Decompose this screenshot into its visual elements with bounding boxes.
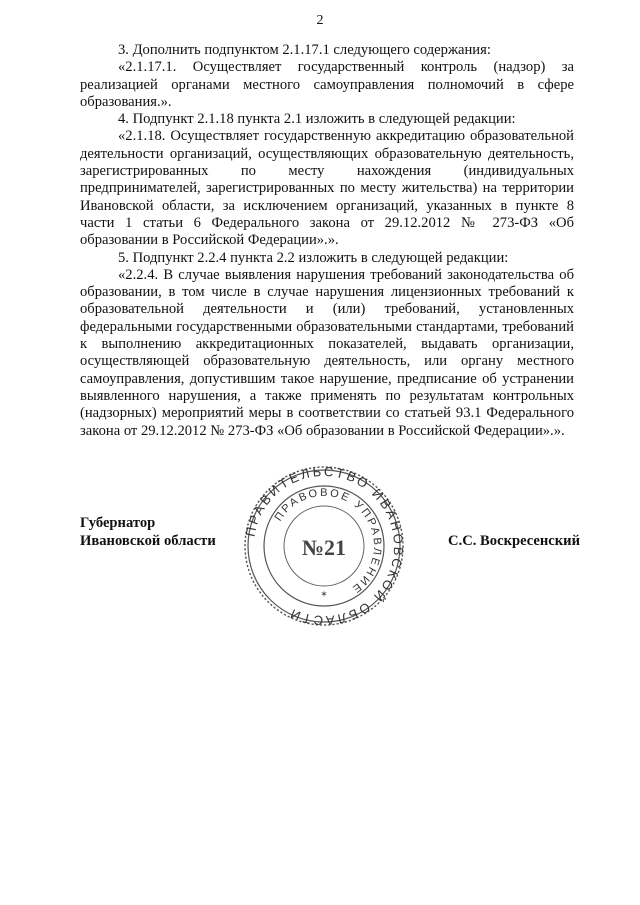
signatory-name: С.С. Воскресенский xyxy=(448,533,580,549)
stamp-center-number: №21 xyxy=(301,535,347,560)
paragraph-subitem-2-1-17-1: «2.1.17.1. Осуществляет государственный контроль (надзор) за реализацией органами местного самоуправления полномочий в сфере образования.». xyxy=(80,59,574,110)
paragraph-item-3: 3. Дополнить подпунктом 2.1.17.1 следующего содержания: xyxy=(118,42,491,58)
signature-block xyxy=(80,464,580,628)
stamp-outer-text: ПРАВИТЕЛЬСТВО ИВАНОВСКОЙ ОБЛАСТИ xyxy=(242,464,406,628)
paragraph-subitem-2-1-18: «2.1.18. Осуществляет государственную аккредитацию образовательной деятельности организаций, осуществляющих образовательную деятельность, зарегистрированных по месту нахождения (индивидуальных предпринимателей, зарегистрированных по месту жительства) на территории Ивановской области, за исключением организаций, указанных в пункте 8 части 1 статьи 6 Федерального закона от 29.12.2012 № 273-ФЗ «Об образовании в Российской Федерации».». xyxy=(80,128,574,249)
signatory-title-line2: Ивановской области xyxy=(80,533,216,549)
signatory-title-line1: Губернатор xyxy=(80,515,156,531)
stamp-star-icon: ✶ xyxy=(320,590,328,600)
stamp-inner-text: ПРАВОВОЕ УПРАВЛЕНИЕ xyxy=(272,486,384,597)
page-number: 2 xyxy=(316,13,324,28)
paragraph-item-4: 4. Подпункт 2.1.18 пункта 2.1 изложить в следующей редакции: xyxy=(118,111,516,128)
signatory-title xyxy=(80,514,216,550)
paragraph-item-5: 5. Подпункт 2.2.4 пункта 2.2 изложить в следующей редакции: xyxy=(118,249,509,266)
paragraph-subitem-2-2-4: «2.2.4. В случае выявления нарушения требований законодательства об образовании, в том числе в случае нарушения лицензионных требований к образовательной деятельности и (или) требований, установленных федеральными государственными образовательными стандартами, требований к выполнению аккредитационных показателей, выдавать организации, осуществляющей образовательную деятельность, или органу местного самоуправления, допустившим такое нарушение, предписание об устранении выявленного нарушения, а также применять по результатам контрольных (надзорных) мероприятий меры в соответствии со статьей 93.1 Федерального закона от 29.12.2012 № 273-ФЗ «Об образовании в Российской Федерации».». xyxy=(80,266,574,439)
document-body xyxy=(80,42,574,440)
official-stamp xyxy=(242,464,406,628)
